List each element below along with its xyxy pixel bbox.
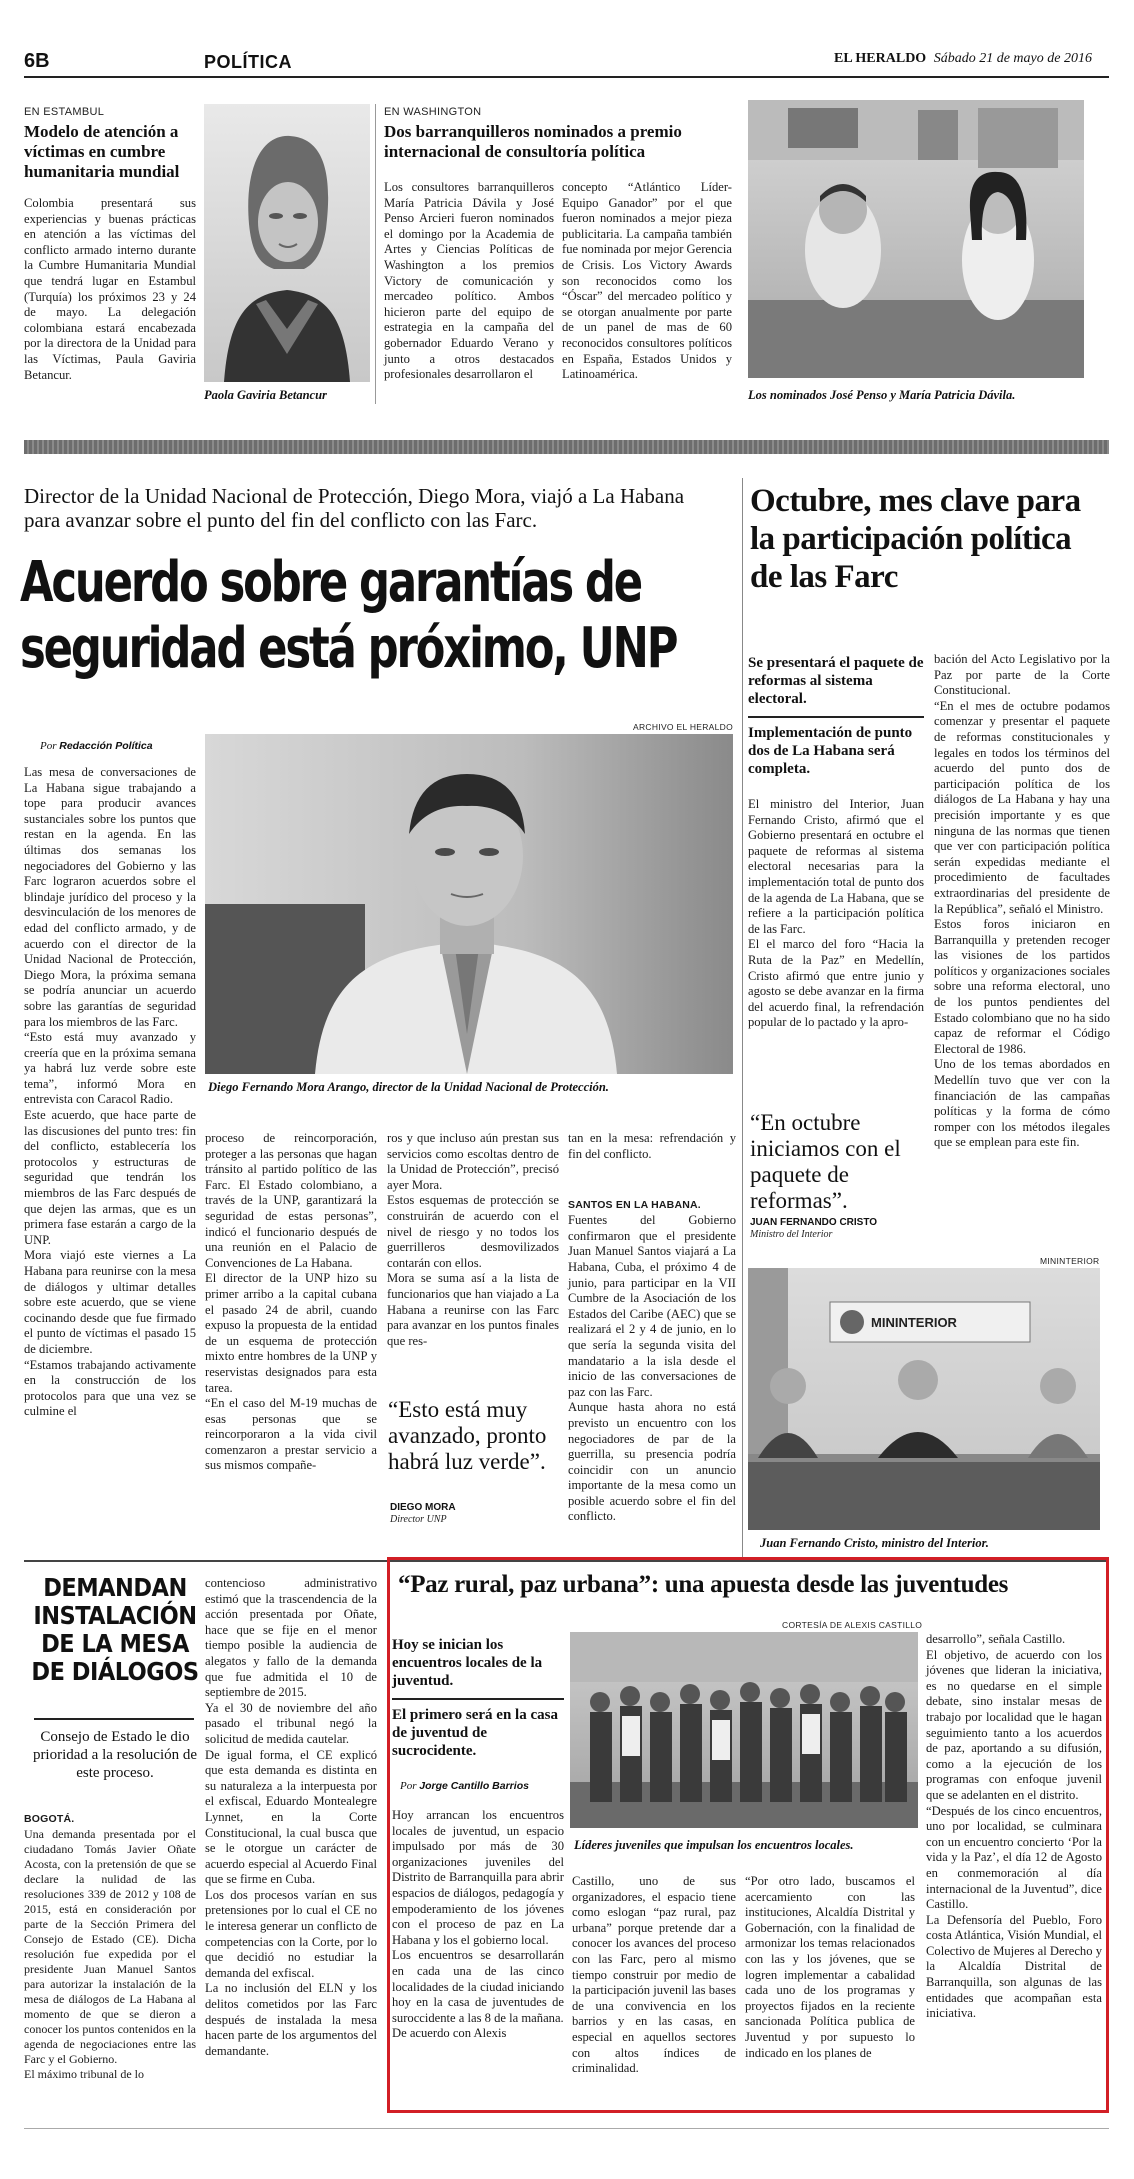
main-deck: Director de la Unidad Nacional de Protección, Diego Mora, viajó a La Habana para avanzar sobre el punto del fin del conflicto con las Farc. <box>24 484 685 532</box>
byline-prefix: Por <box>40 740 57 752</box>
body-washington-col1: Los consultores barranquilleros María Patricia Dávila y José Penso Arcieri fueron nominados el domingo por la Academia de Artes y Ciencias Políticas de Washington a los premios Victory de comunicación y mercadeo político. Ambos hicieron parte del equipo de estrategia en la campaña del gobernador Eduardo Verano y junto a otros destacados profesionales desarrollaron el <box>384 180 554 382</box>
demandan-col1-text: Una demanda presentada por el ciudadano Tomás Javier Oñate Acosta, con la pretensión de que se declare la nulidad de las resoluciones 339 de 2012 y 108 de 2015, está en consideración por parte de la Sección Primera del Consejo de Estado (CE). Dicha resolución fue expedida por el presidente Juan Manuel Santos para autorizar la instalación de la mesa de diálogos de La Habana al momento de que se dieron a conocer los puntos contenidos en la agenda de negociaciones entre las Farc y el Gobierno. El máximo tribunal de lo <box>24 1827 196 2081</box>
col-rule-1 <box>375 104 376 404</box>
right-col2: bación del Acto Legislativo por la Paz por parte de la Corte Constitucional. “En el mes de octubre podamos comenzar y presentar el paquete de reformas constitucionales y legales en todos los términos del acuerdo del punto dos de participación política de los diálogos de La Habana y hay una precisión importante y es que ninguna de las normas que tienen que ver con participación política serán expedidas mediante el procedimiento de facultades extraordinarias del presidente de la República”, señaló el Ministro. Estos foros iniciaron en Barranquilla y pretenden recoger las visiones de los partidos políticos y organizaciones sociales sobre una reforma electoral, uno de los puntos pendientes del Estado colombiano que no ha sido capaz de reformar el Código Electoral de 1986. Uno de los temas abordados en Medellín tuvo que ver con la financiación de las campañas políticas y la forma de cómo romper con los métodos ilegales que se emplean para este fin. <box>934 652 1110 1150</box>
photo-paola-gaviria <box>204 104 370 382</box>
demandan-col2: contencioso administrativo estimó que la trascendencia de la acción presentada por Oñate, hace que se fije en el menor tiempo posible la audiencia de alegatos y fallo de la demanda que fue admitida el 10 de septiembre de 2015. Ya el 30 de noviembre del año pasado el tribunal negó la solicitud de medida cautelar. De igual forma, el CE explicó que esta demanda es distinta en su naturaleza a la interpuesta por el exfiscal, Eduardo Montealegre Lynnet, en la Corte Constitucional, la cual busca que se le otorgue un carácter de acuerdo especial al Acuerdo Final que se firme en Cuba. Los dos procesos varían en sus pretensiones por lo cual el CE no le interesa generar un conflicto de competencias con la Corte, por lo que decidió no estudiar la demanda del exfiscal. La no inclusión del ELN y los delitos cometidos por las Farc después de instalada la mesa hacen parte de los argumentos del demandante. <box>205 1576 377 2058</box>
paz-rural-headline: “Paz rural, paz urbana”: una apuesta desde las juventudes <box>398 1571 1009 1598</box>
right-sub2: Implementación de punto dos de La Habana será completa. <box>748 725 913 777</box>
photo-cristo <box>748 1268 1100 1530</box>
byline-paz-rural <box>400 1780 529 1792</box>
right-col1: El ministro del Interior, Juan Fernando Cristo, afirmó que el Gobierno presentará en octubre el paquete de reformas al sistema electoral necesarias para la implementación total de punto dos de la agenda de La Habana, que se refiere a la participación política de las Farc. El el marco del foro “Hacia la Ruta de la Paz” en Medellín, Cristo afirmó que entre junio y agosto se debe avanzar en la firma del acuerdo final, la refrendación popular de lo pactado y la apro- <box>748 797 924 1030</box>
bogota-lead: BOGOTÁ. <box>24 1813 75 1825</box>
paz-rural-sub2: El primero será en la casa de juventud de sucrocidente. <box>392 1707 558 1759</box>
pull-quote-cristo-role: Ministro del Interior <box>750 1229 833 1240</box>
issue-date: Sábado 21 de mayo de 2016 <box>933 51 1092 66</box>
kicker-washington: EN WASHINGTON <box>384 106 482 118</box>
section-title: POLÍTICA <box>204 52 292 72</box>
main-col2: proceso de reincorporación, proteger a las personas que hagan tránsito al partido político de las Farc. El Estado colombiano, a través de la UNP, garantizará la seguridad de estas personas”, indicó el funcionario después de una reunión en el Palacio de Convenciones de La Habana. El director de la UNP hizo su primer arribo a la capital cubana el pasado 24 de abril, cuando expuso la propuesta de la entidad de un esquema de protección mixto entre hombres de la UNP y reservistas designados para esta tarea. “En el caso del M-19 muchas de esas personas que se reincorporaron a la vida civil comenzaron a prestar servicio a sus mismos compañe- <box>205 1131 377 1473</box>
byline-prefix-2: Por <box>400 1780 417 1792</box>
photo-credit-mininterior: MININTERIOR <box>1040 1256 1100 1266</box>
pull-quote-mora-role: Director UNP <box>390 1514 447 1525</box>
headline-estambul: Modelo de atención a víctimas en cumbre humanitaria mundial <box>24 122 180 181</box>
photo-credit-main: ARCHIVO EL HERALDO <box>633 722 734 732</box>
footer-rule <box>24 2128 1109 2129</box>
pull-quote-cristo-author: JUAN FERNANDO CRISTO <box>750 1217 878 1228</box>
paz-rural-sub1: Hoy se inician los encuentros locales de la juventud. <box>392 1637 543 1689</box>
caption-diego-mora: Diego Fernando Mora Arango, director de la Unidad Nacional de Protección. <box>208 1080 609 1094</box>
photo-lideres-juveniles <box>570 1632 918 1828</box>
page-number: 6B <box>24 50 50 72</box>
byline-author-2: Jorge Cantillo Barrios <box>419 1780 529 1792</box>
divider-bar <box>24 440 1109 454</box>
photo-diego-mora <box>205 734 733 1074</box>
body-washington-col2: concepto “Atlántico Líder-Equipo Ganador” por el que fueron nominados a mejor pieza publicitaria. La campaña también fue nominada por mejor Gerencia de Crisis. Los Victory Awards son reconocidos como los “Óscar” del mercadeo político y se otorgan anualmente por parte de un panel de mas de 60 reconocidos consultores políticos en España, Estados Unidos y Latinoamérica. <box>562 180 732 382</box>
right-sub-rule <box>748 716 924 718</box>
photo-nominados <box>748 100 1084 378</box>
santos-body: Fuentes del Gobierno confirmaron que el presidente Juan Manuel Santos viajará a La Habana, Cuba, el próximo 4 de junio, para participar en la VII Cumbre de la Asociación de los Estados del Caribe (AEC) que se realizará el 2 y 4 de junio, en lo que sería la segunda visita del mandatario a la isla desde el inicio de las conversaciones de paz con las Farc. Aunque hasta ahora no está previsto un encuentro con los negociadores de par de la guerrilla, su presencia podría coincidir con un anuncio importante de la mesa como un posible acuerdo sobre el fin del conflicto. <box>568 1213 736 1524</box>
main-col3: ros y que incluso aún prestan sus servicios como escoltas dentro de la Unidad de Protección”, precisó ayer Mora. Estos esquemas de protección se construirán de acuerdo con el nivel de riesgo y no todos los guerrilleros desmovilizados contarán con ellos. Mora se suma así a la lista de funcionarios que han viajado a La Habana a reunirse con las Farc para avanzar en los puntos finales que res- <box>387 1131 559 1348</box>
kicker-estambul: EN ESTAMBUL <box>24 106 105 118</box>
byline-main <box>40 740 153 752</box>
photo-credit-castillo: CORTESÍA DE ALEXIS CASTILLO <box>782 1620 923 1630</box>
main-col4 <box>568 1181 736 1557</box>
pull-quote-mora: “Esto está muy avanzado, pronto habrá luz verde”. <box>388 1397 547 1474</box>
mininterior-sign: MININTERIOR <box>871 1315 957 1330</box>
paz-rural-col4: desarrollo”, señala Castillo. El objetivo, de acuerdo con los jóvenes que lideran la iniciativa, es no quedarse en el simple debate, sino instalar mesas de trabajo por localidad que le hagan seguimiento tanto a los acuerdos de paz, aportando a su difusión, como a la ejecución de los programas con enfoque juvenil que se adelanten en el distrito. “Después de los cinco encuentros, uno por localidad, se culminara con un encuentro concierto ‘Por la vida y la Paz’, el día 12 de Agosto en conmemoración al día internacional de la Juventud”, dice Castillo. La Defensoría del Pueblo, Foro costa Atlántica, Visión Mundial, el Colectivo de Mujeres al Derecho y la Alcaldía Distrital de Barranquilla, son algunas de las entidades que acompañan esta iniciativa. <box>926 1632 1102 2021</box>
paz-rural-col2: Castillo, uno de sus organizadores, el espacio tiene como eslogan “paz rural, paz urbana” porque pretende dar a conocer los avances del proceso con las Farc, pero al mismo tiempo construir por medio de la participación juvenil las bases de una convivencia en los barrios y en las casas, en especial en aquellos sectores con altos índices de criminalidad. <box>572 1874 736 2076</box>
masthead-name: EL HERALDO <box>834 51 927 66</box>
caption-lideres: Líderes juveniles que impulsan los encuentros locales. <box>574 1838 854 1852</box>
demandan-col1 <box>24 1796 196 2118</box>
demandan-deck: Consejo de Estado le dio prioridad a la resolución de este proceso. <box>32 1729 198 1781</box>
caption-paola: Paola Gaviria Betancur <box>204 388 327 402</box>
santos-lead: SANTOS EN LA HABANA. <box>568 1198 701 1211</box>
byline-author: Redacción Política <box>59 740 153 752</box>
pull-quote-mora-author: DIEGO MORA <box>390 1502 456 1513</box>
main-headline: Acuerdo sobre garantías de seguridad está próximo, UNP <box>20 550 677 681</box>
main-col4-intro: tan en la mesa: refrendación y fin del conflicto. <box>568 1131 736 1161</box>
main-col1: Las mesa de conversaciones de La Habana sigue trabajando a tope para producir avances sustanciales sobre los puntos que restan en la agenda. En las últimas dos semanas los negociadores del Gobierno y las Farc lograron acuerdos sobre el blindaje jurídico del proceso y la desvinculación de los menores de edad del conflicto armado, y de acuerdo con el director de la Unidad Nacional de Protección, Diego Mora, la próxima semana se podría anunciar un acuerdo sobre las garantías de seguridad para los miembros de las Farc. “Esto está muy avanzado y creería que en la próxima semana ya habrá luz verde sobre este tema”, informó Mora en entrevista con Caracol Radio. Este acuerdo, que hace parte de las discusiones del punto tres: fin del conflicto, establecería los protocolos y estructuras de seguridad que tendrán los miembros de las Farc después de que dejen las armas, que es un primera fase estarán a cargo de la UNP. Mora viajó este viernes a La Habana para reunirse con la mesa de diálogos y ultimar detalles sobre este acuerdo, que se viene cocinando desde que fue firmado el punto de víctimas el pasado 15 de diciembre. “Estamos trabajando activamente en la construcción de los protocolos para que una vez se culmine el <box>24 765 196 1419</box>
header-rule <box>24 76 1109 78</box>
paz-rural-col3: “Por otro lado, buscamos el acercamiento con las instituciones, Alcaldía Distrital y Gobernación, con la finalidad de armonizar los temas relacionados con las y los jóvenes, que se logren implementar a cabalidad cada uno de los programas y proyectos fijados en la reciente sancionada Política publica de Juventud y por supuesto lo indicado en los planes de <box>745 1874 915 2060</box>
caption-cristo: Juan Fernando Cristo, ministro del Interior. <box>760 1536 989 1550</box>
masthead <box>834 51 1092 67</box>
col-rule-main <box>742 478 743 1560</box>
caption-nominados: Los nominados José Penso y María Patricia Dávila. <box>748 388 1016 402</box>
body-estambul: Colombia presentará sus experiencias y buenas prácticas en atención a las víctimas del conflicto armado interno durante la Cumbre Humanitaria Mundial que tendrá lugar en Estambul (Turquía) los próximos 23 y 24 de mayo. La delegación colombiana estará encabezada por la directora de la Unidad para las Víctimas, Paula Gaviria Betancur. <box>24 196 196 382</box>
demandan-headline: DEMANDAN INSTALACIÓN DE LA MESA DE DIÁLOGOS <box>31 1573 199 1686</box>
pull-quote-cristo: “En octubre iniciamos con el paquete de reformas”. <box>750 1110 901 1213</box>
right-sub1: Se presentará el paquete de reformas al sistema electoral. <box>748 655 924 707</box>
paz-rural-sub-rule <box>392 1698 564 1700</box>
demandan-rule <box>34 1718 194 1720</box>
headline-washington: Dos barranquilleros nominados a premio internacional de consultoría política <box>384 122 682 161</box>
paz-rural-col1: Hoy arrancan los encuentros locales de juventud, un espacio impulsado por más de 30 organizaciones juveniles del Distrito de Barranquilla para abrir espacios de diálogos, pedagogía y empoderamiento de los jóvenes con el proceso de paz en La Habana y los el gobierno local. Los encuentros se desarrollarán en cada una de las cinco localidades de la ciudad iniciando hoy en la casa de juventudes de suroccidente a las 8 de la mañana. De acuerdo con Alexis <box>392 1808 564 2041</box>
right-headline: Octubre, mes clave para la participación política de las Farc <box>750 483 1081 595</box>
